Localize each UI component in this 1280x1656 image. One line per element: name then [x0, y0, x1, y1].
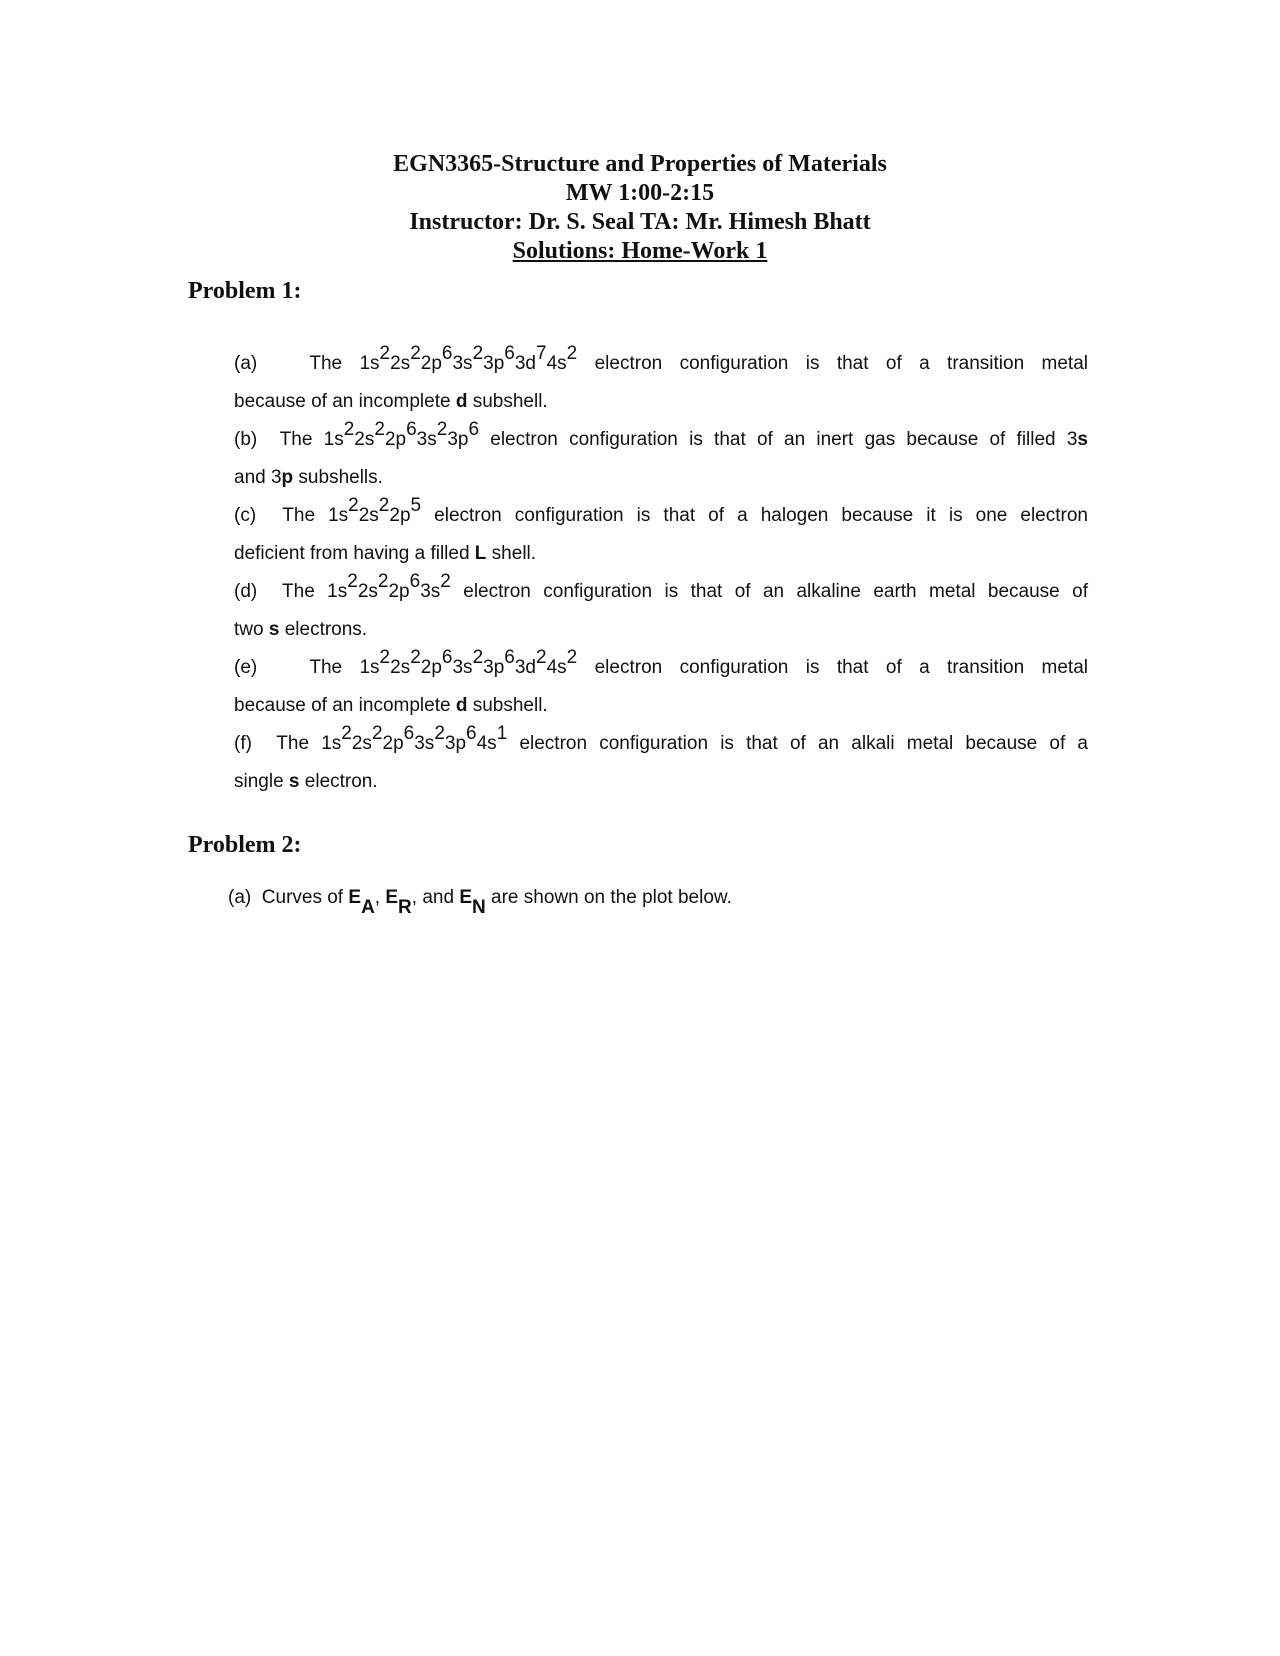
problem-1-answers: (a) The $1s^22s^22p^63s^23p^63d^74s^2$ electron configuration is that of a transition metal because of an incomplete d subshell. (b) The $1s^22s^22p^63s^23p^6$ electron configuration is that of an inert gas because of filled 3s and 3p subshells. (c) The $1s^22s^22p^5$ electron configuration is that of a halogen because it is one electron deficient from having a filled L shell. (d) The $1s^22s^22p^63s^2$ electron configuration is that of an alkaline earth metal because of two s electrons. (e) The $1s^22s^22p^63s^23p^63d^24s^2$ electron configuration is that of a transition metal because of an incomplete d subshell. (f) The $1s^22s^22p^63s^23p^64s^1$ electron configuration is that of an alkali metal because of a single s electron.	[234, 343, 1089, 792]
course-staff: Instructor: Dr. S. Seal TA: Mr. Himesh Bhatt	[409, 209, 871, 235]
answer-b: (b) The $1s^22s^22p^63s^23p^6$ electron configuration is that of an inert gas because of filled 3s	[234, 419, 1088, 450]
answer-c: (c) The $1s^22s^22p^5$ electron configuration is that of a halogen because it is one electron	[234, 495, 1088, 526]
answer-f: (f) The $1s^22s^22p^63s^23p^64s^1$ electron configuration is that of an alkali metal because of a	[234, 723, 1089, 754]
document-header	[0, 150, 1280, 266]
answer-d: (d) The $1s^22s^22p^63s^2$ electron configuration is that of an alkaline earth metal because of	[234, 571, 1088, 602]
class-schedule: MW 1:00-2:15	[565, 180, 715, 206]
course-title: EGN3365-Structure and Properties of Materials	[393, 151, 887, 177]
answer-e: (e) The $1s^22s^22p^63s^23p^63d^24s^2$ electron configuration is that of a transition metal	[234, 647, 1088, 678]
solutions-title: Solutions: Home-Work 1	[512, 238, 768, 264]
answer-a: (a) The $1s^22s^22p^63s^23p^63d^74s^2$ electron configuration is that of a transition metal	[234, 343, 1088, 374]
problem-2-part-a: (a) Curves of $E_A$, $E_R$, and $E_N$ are shown on the plot below.	[228, 887, 732, 918]
problem-2-heading: Problem 2:	[188, 832, 302, 858]
problem-1-heading: Problem 1:	[188, 278, 302, 304]
